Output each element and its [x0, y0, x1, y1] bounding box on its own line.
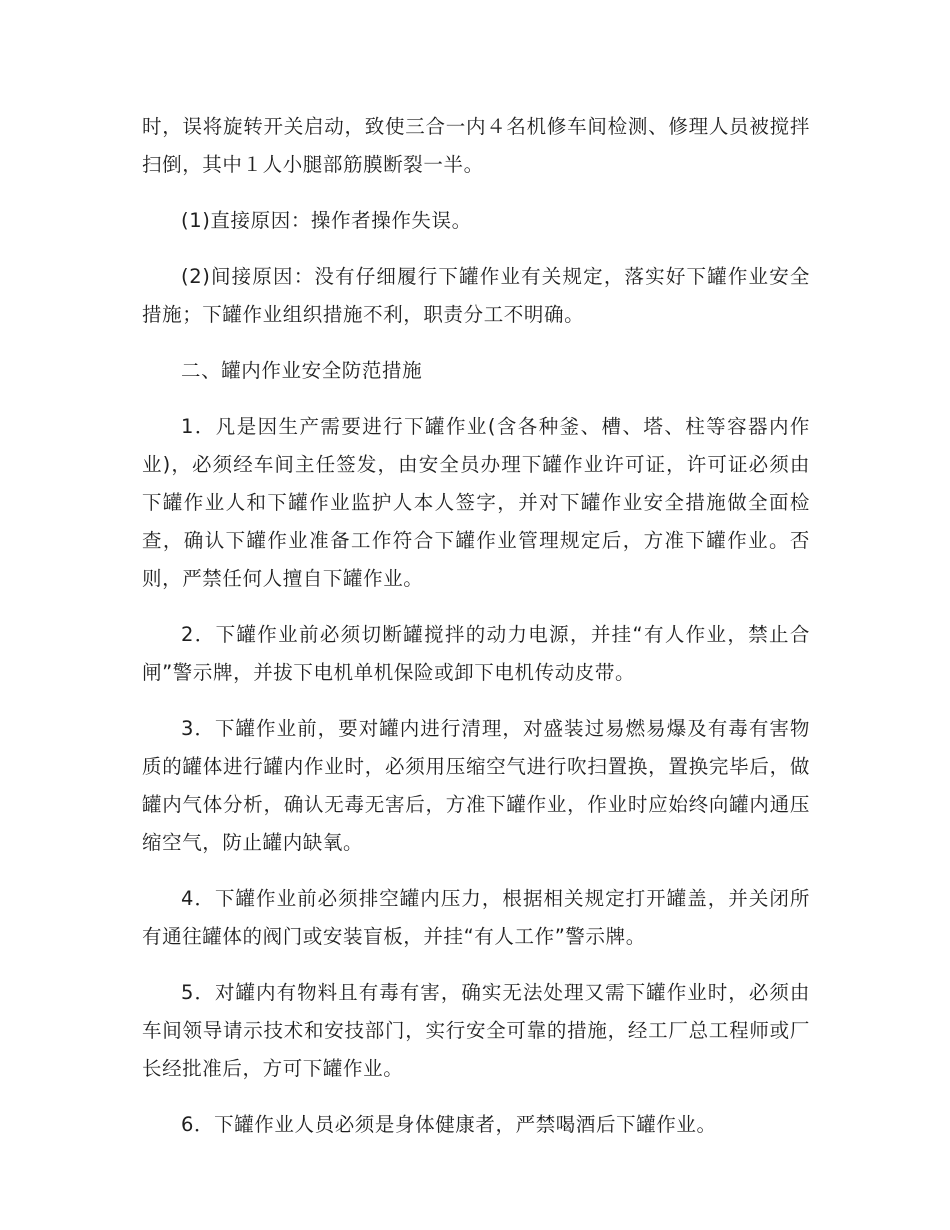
paragraph-measure-4: 4．下罐作业前必须排空罐内压力，根据相关规定打开罐盖，并关闭所有通往罐体的阀门或安装盲板，并挂“有人工作”警示牌。 [142, 887, 810, 948]
paragraph-measure-1: 1．凡是因生产需要进行下罐作业(含各种釜、槽、塔、柱等容器内作业)，必须经车间主任签发，由安全员办理下罐作业许可证，许可证必须由下罐作业人和下罐作业监护人本人签字，并对下罐作业安全措施做全面检查，确认下罐作业准备工作符合下罐作业管理规定后，方准下罐作业。否则，严禁任何人擅自下罐作业。 [142, 415, 810, 590]
paragraph-measure-2: 2．下罐作业前必须切断罐搅拌的动力电源，并挂“有人作业，禁止合闸”警示牌，并拔下电机单机保险或卸下电机传动皮带。 [142, 623, 810, 684]
paragraph-measure-3: 3．下罐作业前，要对罐内进行清理，对盛装过易燃易爆及有毒有害物质的罐体进行罐内作业时，必须用压缩空气进行吹扫置换，置换完毕后，做罐内气体分析，确认无毒无害后，方准下罐作业，作业时应始终向罐内通压缩空气，防止罐内缺氧。 [142, 717, 810, 854]
section-heading-safety-measures: 二、罐内作业安全防范措施 [181, 359, 423, 382]
paragraph-indirect-cause: (2)间接原因：没有仔细履行下罐作业有关规定，落实好下罐作业安全措施；下罐作业组织措施不利，职责分工不明确。 [142, 265, 810, 326]
paragraph-measure-6: 6．下罐作业人员必须是身体健康者，严禁喝酒后下罐作业。 [181, 1113, 717, 1136]
paragraph-measure-5: 5．对罐内有物料且有毒有害，确实无法处理又需下罐作业时，必须由车间领导请示技术和安技部门，实行安全可靠的措施，经工厂总工程师或厂长经批准后，方可下罐作业。 [142, 981, 810, 1080]
paragraph-direct-cause: (1)直接原因：操作者操作失误。 [181, 209, 472, 232]
document-body [142, 108, 810, 1162]
paragraph-accident-description: 时，误将旋转开关启动，致使三合一内４名机修车间检测、修理人员被搅拌扫倒，其中１人小腿部筋膜断裂一半。 [142, 115, 810, 176]
